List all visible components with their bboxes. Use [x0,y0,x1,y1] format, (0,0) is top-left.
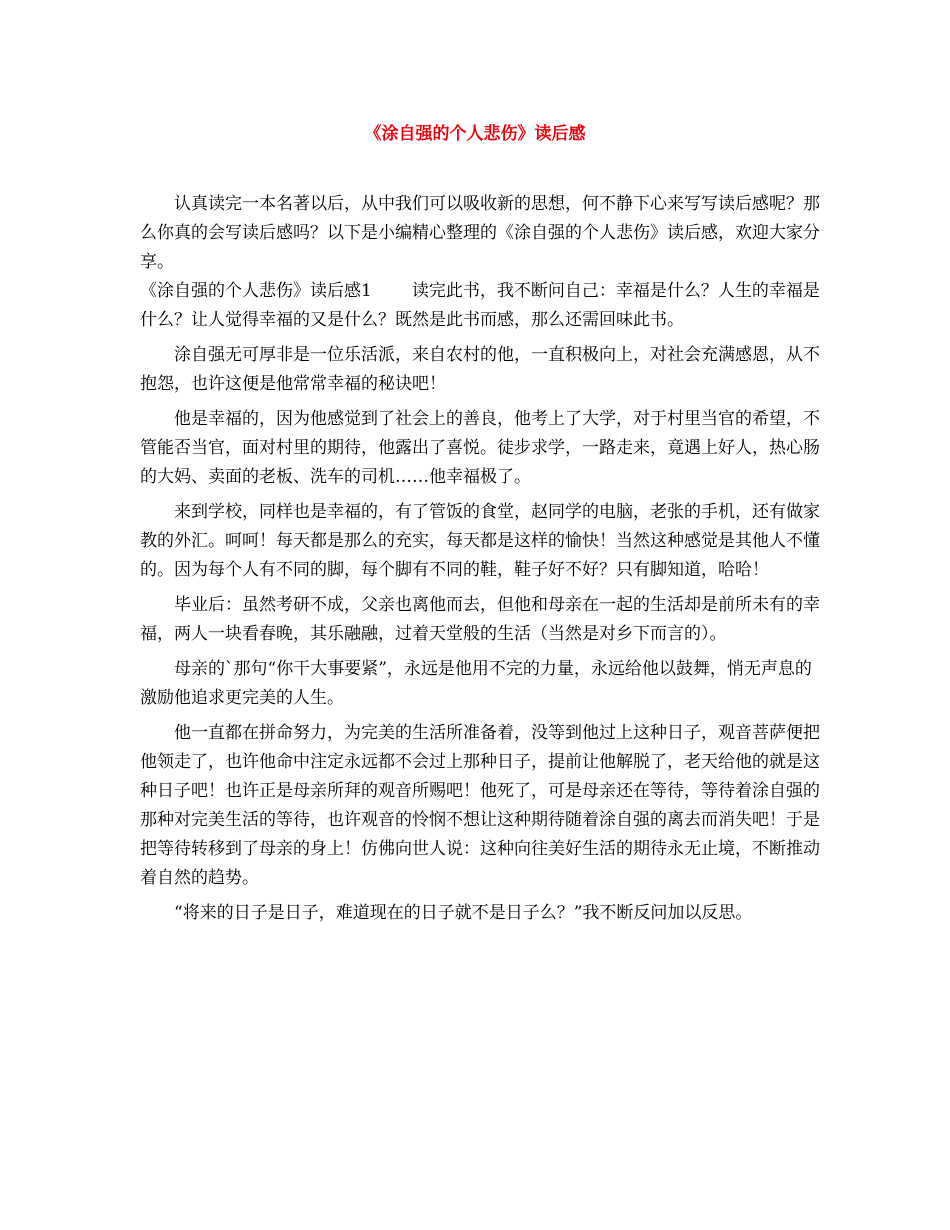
essay-1-paragraph [140,277,820,335]
paragraph-3: 涂自强无可厚非是一位乐活派，来自农村的他，一直积极向上，对社会充满感恩，从不抱怨，也许这便是他常常幸福的秘诀吧！ [140,345,820,394]
essay-1-text: 读完此书，我不断问自己：幸福是什么？人生的幸福是什么？让人觉得幸福的又是什么？既然是此书而感，那么还需回味此书。 [140,281,820,330]
paragraph-4: 他是幸福的，因为他感觉到了社会上的善良，他考上了大学，对于村里当官的希望，不管能否当官，面对村里的期待，他露出了喜悦。徒步求学，一路走来，竟遇上好人，热心肠的大妈、卖面的老板、洗车的司机……他幸福极了。 [140,409,820,487]
paragraph-6: 毕业后：虽然考研不成，父亲也离他而去，但他和母亲在一起的生活却是前所未有的幸福，两人一块看春晚，其乐融融，过着天堂般的生活（当然是对乡下而言的）。 [140,595,820,644]
intro-paragraph: 认真读完一本名著以后，从中我们可以吸收新的思想，何不静下心来写写读后感呢？那么你真的会写读后感吗？以下是小编精心整理的《涂自强的个人悲伤》读后感，欢迎大家分享。 [140,194,820,272]
paragraph-5: 来到学校，同样也是幸福的，有了管饭的食堂，赵同学的电脑，老张的手机，还有做家教的外汇。呵呵！每天都是那么的充实，每天都是这样的愉快！当然这种感觉是其他人不懂的。因为每个人有不同的脚，每个脚有不同的鞋，鞋子好不好？只有脚知道，哈哈！ [140,502,820,580]
document-body [140,190,820,928]
paragraph-7: 母亲的`那句“你干大事要紧”，永远是他用不完的力量，永远给他以鼓舞，悄无声息的激励他追求更完美的人生。 [140,659,812,708]
essay-heading: 《涂自强的个人悲伤》读后感1 [140,281,372,301]
paragraph-8: 他一直都在拼命努力，为完美的生活所准备着，没等到他过上这种日子，观音菩萨便把他领走了，也许他命中注定永远都不会过上那种日子，提前让他解脱了，老天给他的就是这种日子吧！也许正是母亲所拜的观音所赐吧！他死了，可是母亲还在等待，等待着涂自强的那种对完美生活的等待，也许观音的怜悯不想让这种期待随着涂自强的离去而消失吧！于是把等待转移到了母亲的身上！仿佛向世人说：这种向往美好生活的期待永无止境，不断推动着自然的趋势。 [140,723,820,888]
paragraph-9: “将来的日子是日子，难道现在的日子就不是日子么？”我不断反问加以反思。 [174,903,753,923]
document-title: 《涂自强的个人悲伤》读后感 [364,124,586,144]
